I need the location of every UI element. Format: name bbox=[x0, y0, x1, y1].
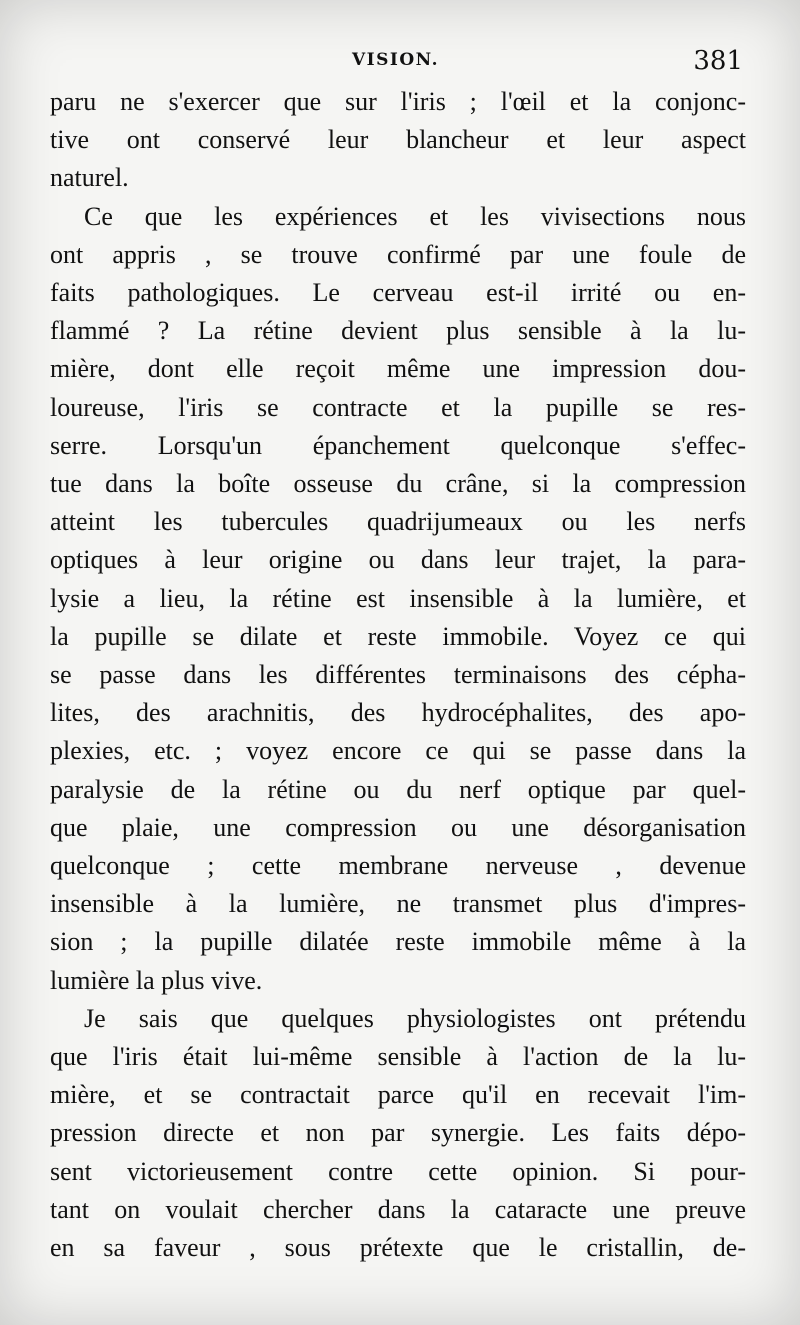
text-line: la pupille se dilate et reste immobile. Voyez ce qui bbox=[50, 621, 746, 651]
text-line: lumière la plus vive. bbox=[50, 965, 263, 995]
text-line: sent victorieusement contre cette opinion. Si pour- bbox=[50, 1156, 746, 1186]
text-line: Ce que les expériences et les vivisections nous bbox=[84, 201, 746, 231]
text-line: Je sais que quelques physiologistes ont prétendu bbox=[84, 1003, 746, 1033]
text-line: quelconque ; cette membrane nerveuse , devenue bbox=[50, 851, 746, 881]
body-text bbox=[50, 83, 746, 1267]
text-line: flammé ? La rétine devient plus sensible à la lu- bbox=[50, 316, 746, 346]
running-head: VISION. bbox=[351, 50, 440, 70]
text-line: atteint les tubercules quadrijumeaux ou les nerfs bbox=[50, 507, 746, 537]
text-line: tue dans la boîte osseuse du crâne, si la compression bbox=[50, 469, 746, 499]
page-header bbox=[48, 46, 743, 82]
text-line: plexies, etc. ; voyez encore ce qui se passe dans la bbox=[50, 736, 746, 766]
text-line: ont appris , se trouve confirmé par une foule de bbox=[50, 239, 746, 269]
text-line: tant on voulait chercher dans la cataracte une preuve bbox=[50, 1194, 746, 1224]
text-line: lysie a lieu, la rétine est insensible à la lumière, et bbox=[50, 583, 746, 613]
text-line: en sa faveur , sous prétexte que le cristallin, de- bbox=[50, 1233, 746, 1263]
text-line: naturel. bbox=[50, 163, 129, 193]
text-line: mière, et se contractait parce qu'il en recevait l'im- bbox=[50, 1080, 746, 1110]
text-line: que plaie, une compression ou une désorganisation bbox=[50, 812, 746, 842]
text-line: tive ont conservé leur blancheur et leur aspect bbox=[50, 125, 746, 155]
text-line: paru ne s'exercer que sur l'iris ; l'œil et la conjonc- bbox=[50, 87, 746, 116]
page-number: 381 bbox=[693, 46, 743, 76]
text-line: optiques à leur origine ou dans leur trajet, la para- bbox=[50, 545, 746, 575]
text-line: se passe dans les différentes terminaisons des cépha- bbox=[50, 660, 746, 690]
text-line: sion ; la pupille dilatée reste immobile même à la bbox=[50, 927, 746, 957]
text-line: mière, dont elle reçoit même une impression dou- bbox=[50, 354, 746, 384]
text-line: insensible à la lumière, ne transmet plus d'impres- bbox=[50, 889, 746, 919]
text-line: serre. Lorsqu'un épanchement quelconque s'effec- bbox=[50, 430, 746, 460]
text-line: que l'iris était lui-même sensible à l'action de la lu- bbox=[50, 1042, 746, 1072]
text-line: paralysie de la rétine ou du nerf optique par quel- bbox=[50, 774, 746, 804]
text-line: loureuse, l'iris se contracte et la pupille se res- bbox=[50, 392, 746, 422]
text-line: pression directe et non par synergie. Les faits dépo- bbox=[50, 1118, 746, 1148]
text-line: lites, des arachnitis, des hydrocéphalites, des apo- bbox=[50, 698, 746, 728]
text-line: faits pathologiques. Le cerveau est-il irrité ou en- bbox=[50, 278, 746, 308]
